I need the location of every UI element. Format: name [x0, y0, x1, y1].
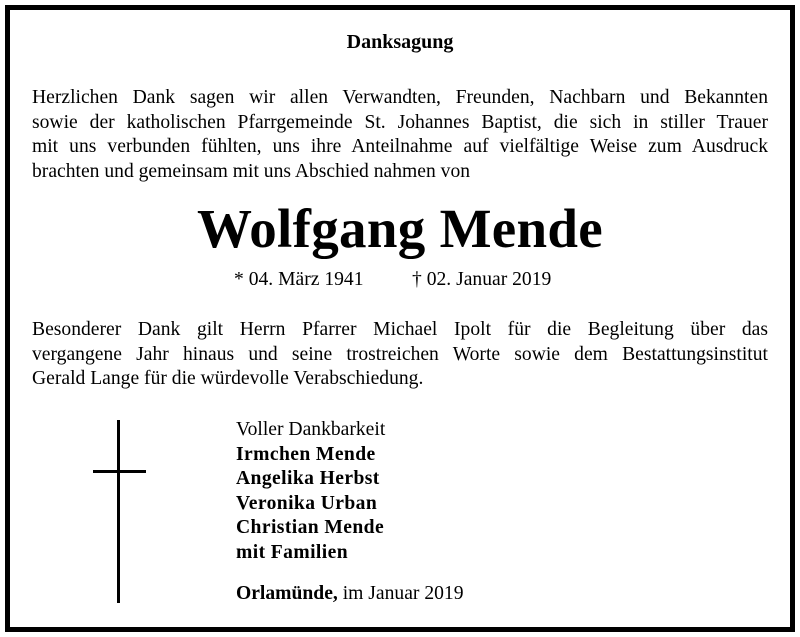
intro-line: sowie der katholischen Pfarrgemeinde St. Johannes Baptist, die sich in stiller Trauer — [32, 111, 768, 133]
cross-horizontal-bar — [93, 470, 146, 473]
cross-vertical-bar — [117, 420, 120, 603]
family-member: Irmchen Mende — [236, 443, 376, 465]
intro-line: brachten und gemeinsam mit uns Abschied nahmen von — [32, 161, 471, 183]
notice-heading: Danksagung — [346, 31, 454, 53]
family-member: mit Familien — [236, 541, 349, 563]
intro-line: Herzlichen Dank sagen wir allen Verwandten, Freunden, Nachbarn und Bekannten — [32, 87, 768, 108]
family-member: Veronika Urban — [236, 492, 378, 514]
intro-paragraph — [32, 86, 768, 185]
notice-date: im Januar 2019 — [342, 583, 464, 604]
family-list — [236, 443, 385, 566]
place-date-line — [236, 582, 464, 606]
thanks-paragraph — [32, 318, 768, 392]
family-member: Angelika Herbst — [236, 468, 380, 490]
intro-line: mit uns verbunden fühlten, uns ihre Anteilnahme auf vielfältige Weise zum Ausdruck — [32, 136, 768, 158]
signature-block — [236, 418, 385, 566]
place-name: Orlamünde, — [236, 583, 338, 604]
closing-phrase: Voller Dankbarkeit — [236, 419, 386, 440]
thanks-line: Gerald Lange für die würdevolle Verabschiedung. — [32, 368, 424, 390]
family-member: Christian Mende — [236, 517, 385, 539]
death-date: † 02. Januar 2019 — [412, 269, 552, 290]
birth-date: * 04. März 1941 — [234, 269, 364, 290]
thanks-line: vergangene Jahr hinaus und seine trostreichen Worte sowie dem Bestattungsinstitut — [32, 343, 768, 365]
deceased-name: Wolfgang Mende — [196, 198, 603, 259]
thanks-line: Besonderer Dank gilt Herrn Pfarrer Michael Ipolt für die Begleitung über das — [32, 319, 768, 340]
